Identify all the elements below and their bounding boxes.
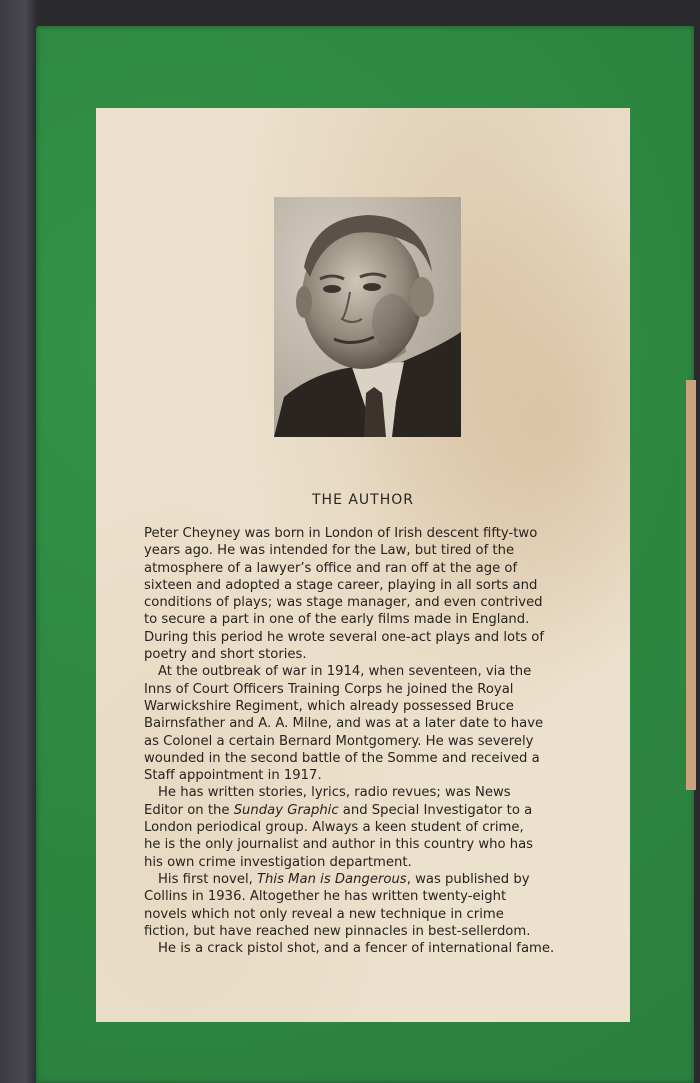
text-line: [144, 871, 616, 888]
text-line: Staff appointment in 1917.: [144, 768, 322, 784]
text-line: he is the only journalist and author in this country who has: [144, 837, 534, 853]
text-line: novels which not only reveal a new technique in crime: [144, 906, 504, 922]
text-fragment: His first novel,: [158, 871, 257, 887]
text-line: At the outbreak of war in 1914, when seventeen, via the: [158, 664, 532, 680]
book-edge: [0, 0, 36, 1083]
text-fragment: Editor on the: [144, 802, 234, 818]
text-line: fiction, but have reached new pinnacles in best-sellerdom.: [144, 923, 531, 939]
paragraph-4: [144, 871, 616, 940]
paragraph-2: [144, 663, 616, 784]
novel-title: This Man is Dangerous: [257, 871, 407, 887]
text-line: Collins in 1936. Altogether he has written twenty-eight: [144, 889, 507, 905]
text-line: Inns of Court Officers Training Corps he joined the Royal: [144, 681, 514, 697]
text-line: sixteen and adopted a stage career, playing in all sorts and: [144, 577, 538, 593]
publication-title: Sunday Graphic: [233, 802, 339, 818]
text-line: During this period he wrote several one-act plays and lots of: [144, 629, 545, 645]
text-line: as Colonel a certain Bernard Montgomery. He was severely: [144, 733, 534, 749]
paragraph-1: [144, 525, 616, 663]
text-line: to secure a part in one of the early films made in England.: [144, 612, 530, 628]
text-line: He has written stories, lyrics, radio revues; was News: [158, 785, 511, 801]
text-line: [144, 802, 616, 819]
text-fragment: , was published by: [406, 871, 530, 887]
text-line: conditions of plays; was stage manager, and even contrived: [144, 595, 543, 611]
portrait-illustration: [274, 197, 461, 437]
page-edge: [686, 380, 696, 790]
section-heading: THE AUTHOR: [311, 492, 415, 508]
text-line: London periodical group. Always a keen student of crime,: [144, 820, 524, 836]
paragraph-3: [144, 784, 616, 870]
text-line: He is a crack pistol shot, and a fencer of international fame.: [158, 941, 555, 957]
author-portrait-photo: [274, 197, 461, 437]
text-line: poetry and short stories.: [144, 647, 307, 663]
text-line: his own crime investigation department.: [144, 854, 412, 870]
text-line: Peter Cheyney was born in London of Irish descent fifty-two: [144, 526, 538, 541]
paragraph-5: [144, 940, 616, 957]
text-line: atmosphere of a lawyer’s office and ran off at the age of: [144, 560, 518, 576]
text-line: wounded in the second battle of the Somme and received a: [144, 750, 540, 766]
text-line: Warwickshire Regiment, which already possessed Bruce: [144, 698, 514, 714]
text-line: years ago. He was intended for the Law, but tired of the: [144, 543, 515, 559]
text-fragment: and Special Investigator to a: [338, 802, 533, 818]
text-line: Bairnsfather and A. A. Milne, and was at a later date to have: [144, 716, 544, 732]
author-biography: [144, 525, 616, 957]
